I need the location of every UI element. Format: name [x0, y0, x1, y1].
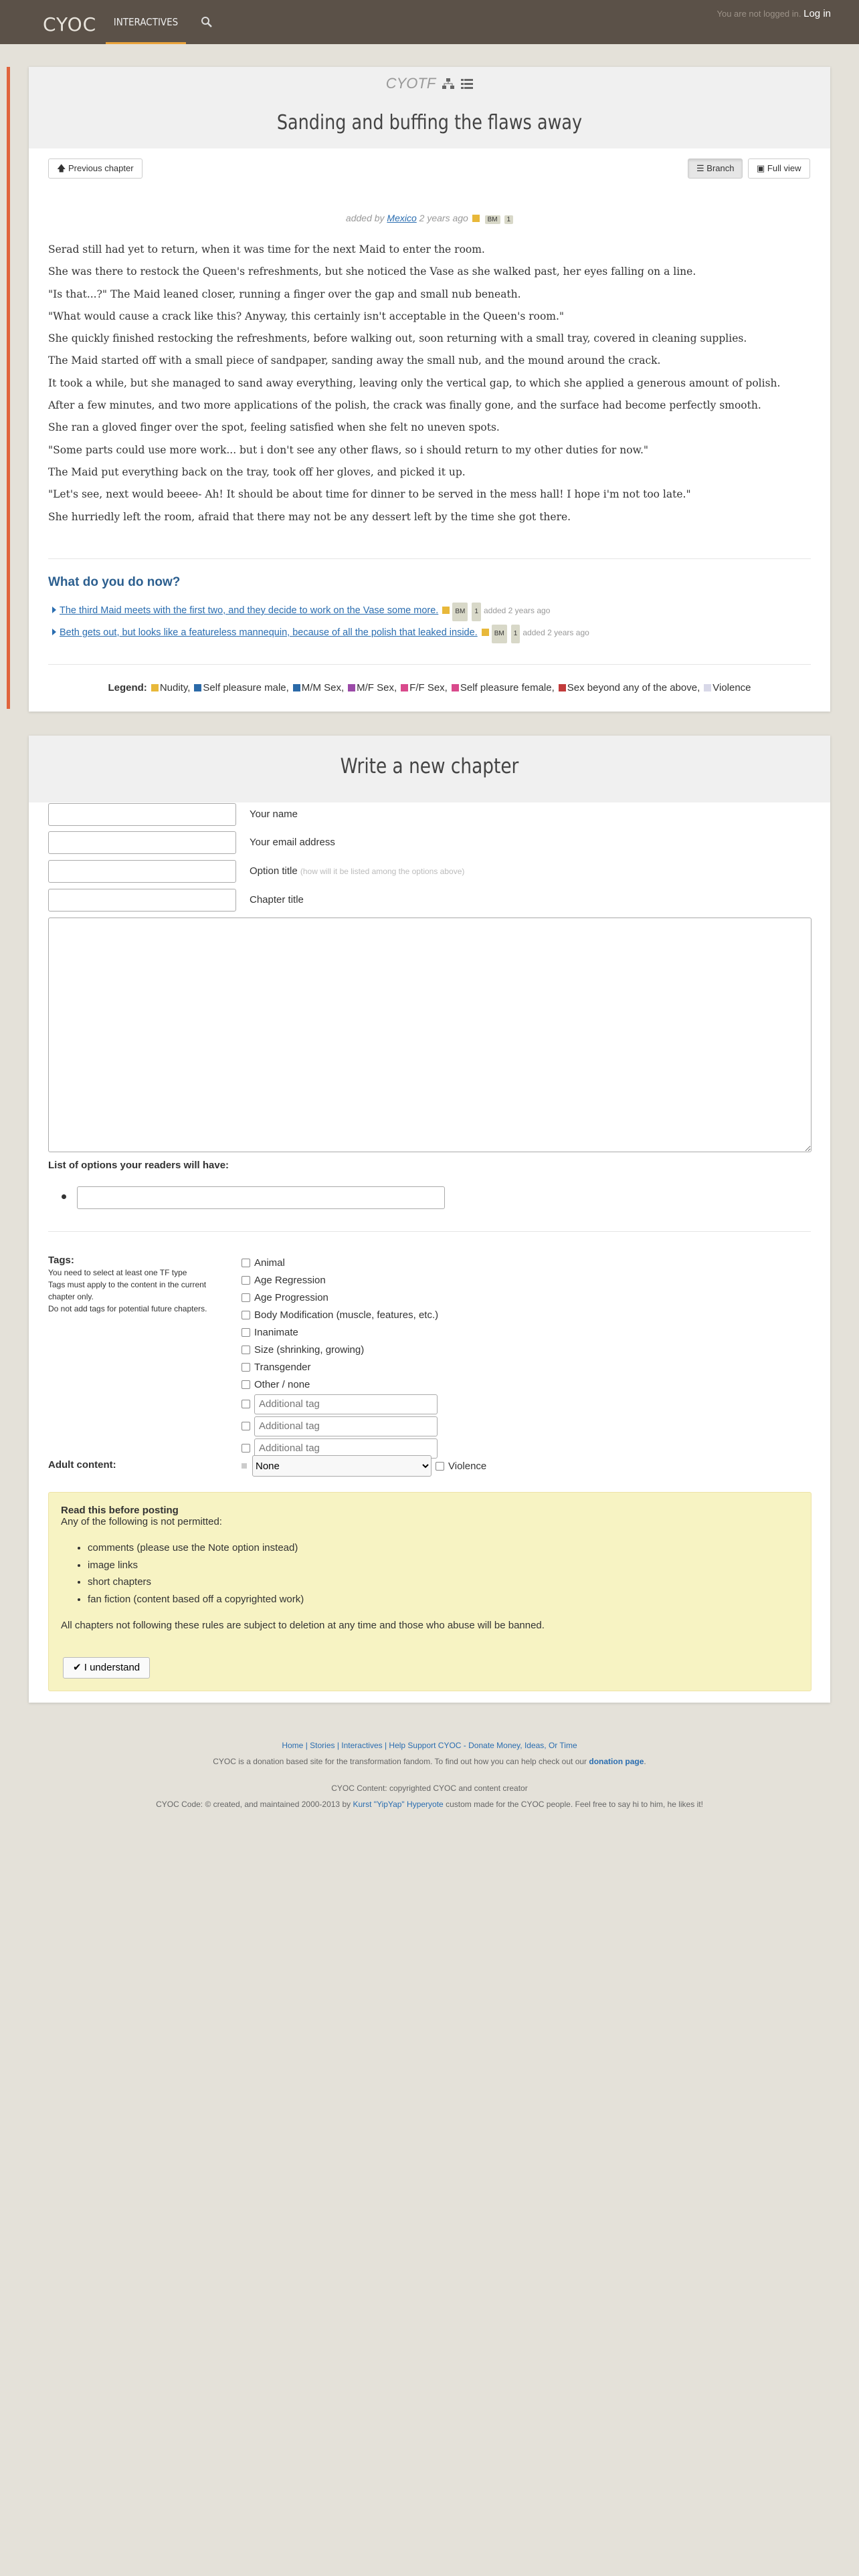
- legend-item: Nudity,: [159, 682, 191, 693]
- divider: [48, 1231, 811, 1232]
- tag-checkbox[interactable]: [242, 1363, 250, 1372]
- options-list: [52, 602, 589, 646]
- legend-swatch: [452, 684, 459, 691]
- check-icon: ✔: [73, 1662, 82, 1673]
- code-author-link[interactable]: Kurst "YipYap" Hyperyote: [353, 1800, 444, 1809]
- author-link[interactable]: Mexico: [387, 213, 417, 223]
- story-paragraph: "Some parts could use more work... but i don't see any other flaws, so i should return to my other duties for now.": [48, 443, 649, 456]
- i-understand-label: I understand: [84, 1662, 140, 1673]
- legend-item: Sex beyond any of the above,: [567, 682, 700, 693]
- tags-help: [48, 1255, 227, 1315]
- chapter-panel: [29, 67, 830, 712]
- count-badge: 1: [511, 625, 520, 643]
- legend-swatch: [559, 684, 566, 691]
- option-item: [52, 602, 589, 624]
- full-view-button[interactable]: [748, 158, 810, 179]
- nudity-tag-icon: [442, 607, 450, 614]
- story-paragraph: It took a while, but she managed to sand away everything, leaving only the vertical gap, to which she applied a generous amount of polish.: [48, 377, 781, 389]
- option-title-hint: (how will it be listed among the options above): [300, 867, 465, 876]
- legend-swatch: [401, 684, 408, 691]
- legend-swatch: [293, 684, 300, 691]
- nav-interactives[interactable]: INTERACTIVES: [106, 0, 186, 44]
- story-paragraph: After a few minutes, and two more applications of the polish, the crack was finally gone, and the surface had become perfectly smooth.: [48, 399, 761, 412]
- i-understand-button[interactable]: [63, 1657, 150, 1679]
- chapter-header: [29, 67, 830, 148]
- tag-option[interactable]: [242, 1307, 438, 1324]
- added-by-prefix: added by: [345, 213, 385, 223]
- footer-links[interactable]: [0, 1737, 859, 1753]
- legend-swatch: [704, 684, 711, 691]
- bm-badge: BM: [485, 215, 500, 224]
- color-swatch: [242, 1463, 247, 1469]
- legend-item: M/M Sex,: [301, 682, 345, 693]
- full-view-label: Full view: [767, 163, 801, 173]
- notice-intro: Any of the following is not permitted:: [61, 1516, 222, 1527]
- footer-code-line: [0, 1796, 859, 1812]
- notice-item: • short chapters: [88, 1576, 799, 1594]
- footer-donation: CYOC is a donation based site for the transformation fandom. To find out how you can help check out our donation page.: [213, 1757, 646, 1766]
- login-status-text: You are not logged in.: [717, 9, 801, 19]
- additional-tag-checkbox[interactable]: [242, 1400, 250, 1408]
- bullet: [62, 1194, 66, 1199]
- previous-chapter-button[interactable]: [48, 158, 142, 179]
- legend-swatch: [348, 684, 355, 691]
- added-when: 2 years ago: [419, 213, 468, 223]
- tag-checkbox[interactable]: [242, 1346, 250, 1354]
- tag-label: Size (shrinking, growing): [254, 1344, 365, 1356]
- email-input[interactable]: [48, 831, 236, 854]
- brand-logo[interactable]: CYOC: [43, 13, 97, 35]
- tag-checkbox[interactable]: [242, 1328, 250, 1337]
- what-now-heading: What do you do now?: [48, 575, 181, 589]
- story-paragraph: She quickly finished restocking the refreshments, before walking out, soon returning with a small tray, covered in cleaning supplies.: [48, 332, 747, 345]
- option-item: [52, 624, 589, 646]
- list-icon: ☰: [696, 163, 704, 173]
- legend-swatch: [151, 684, 159, 691]
- option-input[interactable]: [77, 1186, 445, 1209]
- notice-list: [88, 1542, 799, 1610]
- tag-option[interactable]: [242, 1341, 438, 1358]
- legend-swatch: [194, 684, 201, 691]
- code-prefix: CYOC Code: © created, and maintained 2000-2013 by: [156, 1800, 351, 1809]
- tag-label: Other / none: [254, 1378, 310, 1390]
- name-input[interactable]: [48, 803, 236, 826]
- nudity-tag-icon: [472, 215, 480, 222]
- options-list-title: List of options your readers will have:: [48, 1160, 229, 1171]
- tag-option[interactable]: [242, 1358, 438, 1376]
- option-link[interactable]: The third Maid meets with the first two, and they decide to work on the Vase some more.: [60, 605, 439, 616]
- notice-title: Read this before posting: [61, 1505, 179, 1516]
- tag-option[interactable]: [242, 1272, 438, 1289]
- count-badge: 1: [504, 215, 514, 224]
- notice-item: • fan fiction (content based off a copyrighted work): [88, 1594, 799, 1611]
- divider: [48, 664, 811, 665]
- adult-content-label: Adult content:: [48, 1459, 116, 1471]
- email-label: Your email address: [250, 837, 335, 848]
- email-row: [48, 831, 335, 854]
- donation-text: CYOC is a donation based site for the transformation fandom. To find out how you can help check out our: [213, 1757, 587, 1766]
- footer-content-line: CYOC Content: copyrighted CYOC and content creator: [331, 1784, 528, 1793]
- chapter-title-row: [48, 889, 304, 911]
- story-paragraph: "Is that...?" The Maid leaned closer, running a finger over the gap and small nub beneath.: [48, 288, 521, 300]
- additional-tag-row: [242, 1393, 438, 1415]
- tags-help-line: You need to select at least one TF type: [48, 1268, 187, 1277]
- violence-label: Violence: [448, 1460, 487, 1472]
- tags-help-line: Tags must apply to the content in the current chapter only.: [48, 1280, 207, 1301]
- code-suffix: custom made for the CYOC people. Feel free to say hi to him, he likes it!: [446, 1800, 703, 1809]
- branch-button[interactable]: [688, 158, 743, 179]
- chapter-body-textarea[interactable]: [48, 918, 812, 1152]
- divider: [48, 558, 811, 559]
- legend-label: Legend:: [108, 682, 147, 693]
- additional-tag-input[interactable]: [254, 1394, 438, 1414]
- write-header: [29, 736, 830, 802]
- name-row: [48, 803, 298, 826]
- arrow-up-icon: 🡅: [57, 163, 66, 173]
- tag-label: Transgender: [254, 1361, 311, 1373]
- option-meta: added 2 years ago: [522, 628, 589, 637]
- tag-label: Body Modification (muscle, features, etc.): [254, 1309, 439, 1321]
- tag-label: Age Regression: [254, 1275, 326, 1287]
- left-accent-bar: [7, 67, 10, 709]
- story-paragraph: She was there to restock the Queen's refreshments, but she noticed the Vase as she walked past, her eyes falling on a line.: [48, 265, 696, 278]
- caret-right-icon: [52, 629, 56, 635]
- option-title-label: [250, 865, 464, 877]
- adult-content-row: [242, 1455, 486, 1477]
- series-name[interactable]: CYOTF: [385, 75, 436, 92]
- tag-option[interactable]: [242, 1255, 438, 1272]
- name-label: Your name: [250, 809, 298, 820]
- tag-label: Inanimate: [254, 1327, 298, 1338]
- legend-item: Self pleasure female,: [460, 682, 555, 693]
- login-link[interactable]: Log in: [803, 8, 831, 19]
- chapter-title: Sanding and buffing the flaws away: [276, 111, 583, 134]
- tags-help-line: Do not add tags for potential future chapters.: [48, 1304, 207, 1313]
- sitemap-icon[interactable]: [442, 78, 454, 89]
- donation-link[interactable]: donation page: [589, 1757, 644, 1766]
- story-paragraph: She ran a gloved finger over the spot, feeling satisfied when she felt no uneven spots.: [48, 421, 500, 434]
- tag-label: Animal: [254, 1257, 285, 1269]
- option-link[interactable]: Beth gets out, but looks like a featureless mannequin, because of all the polish that leaked inside.: [60, 627, 478, 638]
- legend-item: M/F Sex,: [357, 682, 397, 693]
- tag-checkbox[interactable]: [242, 1276, 250, 1285]
- login-status: [717, 8, 831, 19]
- bm-badge: BM: [492, 625, 507, 643]
- previous-chapter-label: Previous chapter: [68, 163, 134, 173]
- search-icon[interactable]: [201, 16, 213, 28]
- tag-checkbox[interactable]: [242, 1259, 250, 1267]
- violence-checkbox[interactable]: [436, 1462, 444, 1471]
- story-text: [48, 242, 811, 532]
- legend-item: Self pleasure male,: [203, 682, 289, 693]
- chapter-title-label: Chapter title: [250, 894, 304, 905]
- notice-rule: All chapters not following these rules are subject to deletion at any time and those who abuse will be banned.: [61, 1620, 545, 1631]
- tag-checkbox[interactable]: [242, 1380, 250, 1389]
- top-navbar: [0, 0, 859, 44]
- story-paragraph: Serad still had yet to return, when it was time for the next Maid to enter the room.: [48, 243, 485, 255]
- tag-option[interactable]: [242, 1324, 438, 1341]
- additional-tag-row: [242, 1415, 438, 1437]
- series-line: [386, 75, 474, 92]
- write-title: Write a new chapter: [340, 754, 519, 778]
- option-title-text: Option title: [250, 865, 298, 877]
- added-by-line: [29, 213, 830, 224]
- tag-checkbox[interactable]: [242, 1311, 250, 1319]
- tags-title: Tags:: [48, 1255, 74, 1266]
- notice-item: • comments (please use the Note option instead): [88, 1542, 799, 1560]
- nudity-tag-icon: [482, 629, 489, 636]
- legend-item: F/F Sex,: [409, 682, 448, 693]
- notice-item: • image links: [88, 1560, 799, 1577]
- branch-label: Branch: [706, 163, 735, 173]
- chapter-title-input[interactable]: [48, 889, 236, 911]
- story-paragraph: "Let's see, next would beeee- Ah! It should be about time for dinner to be served in the mess hall! I hope i'm not too late.": [48, 488, 691, 501]
- story-paragraph: "What would cause a crack like this? Anyway, this certainly isn't acceptable in the Queen's room.": [48, 310, 565, 322]
- additional-tag-input[interactable]: [254, 1416, 438, 1436]
- list-icon[interactable]: [461, 79, 473, 89]
- additional-tag-checkbox[interactable]: [242, 1444, 250, 1453]
- posting-rules-notice: [48, 1492, 812, 1691]
- adult-content-select[interactable]: [252, 1455, 432, 1477]
- book-icon: ▣: [757, 163, 765, 173]
- count-badge: 1: [472, 603, 481, 621]
- tag-option[interactable]: [242, 1289, 438, 1307]
- option-title-row: [48, 860, 465, 883]
- tag-option[interactable]: [242, 1376, 438, 1393]
- story-paragraph: She hurriedly left the room, afraid that there may not be any dessert left by the time she got there.: [48, 510, 571, 523]
- legend: [29, 682, 830, 693]
- story-paragraph: The Maid put everything back on the tray, took off her gloves, and picked it up.: [48, 465, 466, 478]
- write-panel: [29, 736, 830, 1703]
- footer-nav-links[interactable]: Home | Stories | Interactives | Help Support CYOC - Donate Money, Ideas, Or Time: [282, 1741, 577, 1750]
- option-meta: added 2 years ago: [483, 606, 551, 615]
- bm-badge: BM: [452, 603, 468, 621]
- tag-label: Age Progression: [254, 1292, 328, 1304]
- footer: [0, 1737, 859, 1812]
- additional-tag-checkbox[interactable]: [242, 1422, 250, 1430]
- caret-right-icon: [52, 607, 56, 613]
- legend-item: Violence: [712, 682, 751, 693]
- tag-checkbox[interactable]: [242, 1293, 250, 1302]
- option-title-input[interactable]: [48, 860, 236, 883]
- tag-list: [242, 1255, 438, 1459]
- story-paragraph: The Maid started off with a small piece of sandpaper, sanding away the small nub, and the mound around the crack.: [48, 354, 661, 367]
